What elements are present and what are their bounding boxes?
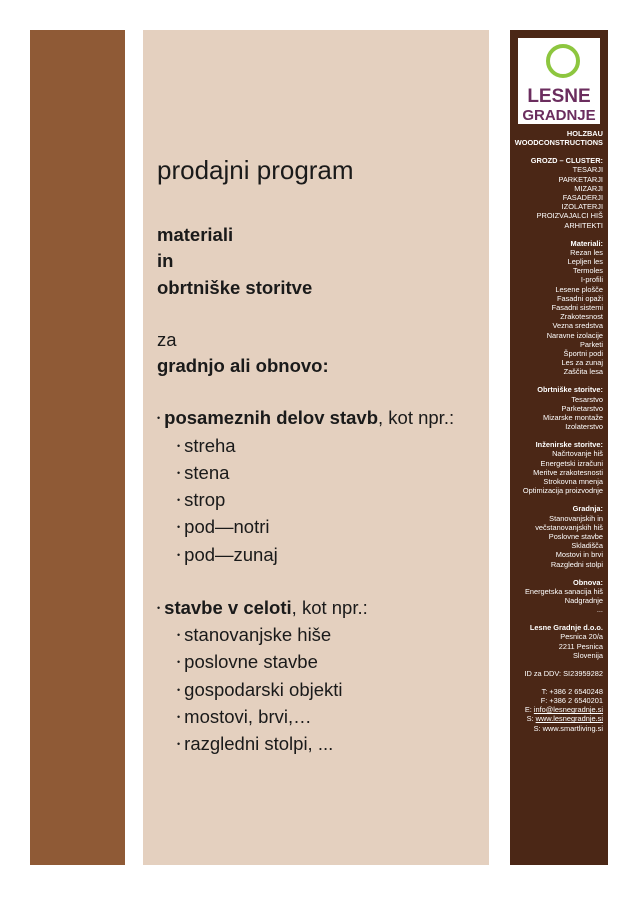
heading-materiali: materiali [157, 224, 234, 245]
sidebar-line: Obnova: [573, 577, 603, 587]
sidebar-line: Mostovi in brvi [555, 550, 603, 560]
contact-block: T: +386 2 6540248 F: +386 2 6540201 E: info@lesnegradnje.si S: www.lesnegradnje.si S: www.smartliving.si [524, 686, 603, 733]
sidebar-line: 2211 Pesnica [558, 641, 603, 651]
sidebar-line: I-profili [580, 275, 603, 285]
sidebar-line: Parketi [579, 339, 603, 349]
sidebar-block [508, 440, 603, 495]
sidebar-block [508, 129, 603, 147]
sidebar-line: Zrakotesnost [560, 312, 603, 322]
program-text [157, 222, 454, 758]
sidebar-block [508, 239, 603, 377]
sidebar-line: Parketarstvo [561, 403, 603, 413]
page-title: prodajni program [157, 155, 354, 185]
sidebar-line: Športni podi [563, 349, 603, 359]
sidebar-line: Obrtniške storitve: [537, 385, 603, 395]
sidebar-line: Tesarstvo [571, 394, 603, 404]
sidebar-line: Les za zunaj [561, 358, 603, 368]
sidebar-line: Strokovna mnenja [543, 477, 603, 487]
sidebar-line: ... [596, 605, 603, 615]
sidebar-line: Mizarske montaže [543, 413, 603, 423]
website-link[interactable]: www.lesnegradnje.si [535, 714, 603, 724]
sidebar-line: večstanovanjskih hiš [535, 522, 603, 532]
sidebar-line: Vezna sredstva [552, 321, 603, 331]
sidebar-line: Razgledni stolpi [550, 559, 603, 569]
sidebar-line: Optimizacija proizvodnje [522, 486, 603, 496]
sidebar-line: HOLZBAU [566, 129, 603, 138]
sidebar-line: FASADERJI [562, 193, 603, 203]
list-item: • mostovi, brvi,… [177, 705, 312, 727]
sidebar-line: GROZD – CLUSTER: [530, 156, 603, 166]
heading-in: in [157, 250, 174, 272]
company-logo [518, 38, 600, 124]
left-decor-bar [30, 30, 125, 865]
group2-heading: • stavbe v celoti, kot npr.: [157, 596, 368, 618]
sidebar-line: Poslovne stavbe [548, 531, 603, 541]
sidebar-line: ID za DDV: SI23959282 [524, 668, 603, 678]
sidebar-line: Naravne izolacije [546, 330, 603, 340]
sidebar-line: Lesne Gradnje d.o.o. [529, 623, 603, 633]
heading-gradnjo: gradnjo ali obnovo: [157, 355, 329, 377]
sidebar-line: Inženirske storitve: [535, 440, 603, 450]
sidebar-line: Lesene plošče [555, 284, 603, 294]
sidebar-line: MIZARJI [574, 183, 603, 193]
heading-storitve: obrtniške storitve [157, 276, 313, 298]
sidebar-line: Materiali: [570, 238, 603, 248]
sidebar-line: Zaščita lesa [563, 367, 603, 377]
sidebar-line: Rezan les [570, 247, 603, 257]
sidebar-line: Stanovanjskih in [549, 513, 603, 523]
logo-text-bottom: GRADNJE [522, 107, 596, 124]
sidebar-line: Pesnica 20/a [560, 632, 603, 642]
sidebar-line: Termoles [573, 266, 603, 276]
sidebar [510, 30, 608, 865]
list-item: • stena [177, 461, 230, 483]
sidebar-block [508, 578, 603, 615]
sidebar-line: Gradnja: [572, 504, 603, 514]
list-item: • poslovne stavbe [177, 651, 318, 673]
list-item: • stanovanjske hiše [177, 624, 332, 646]
sidebar-line: PROIZVAJALCI HIŠ [536, 211, 603, 221]
list-item: • pod—zunaj [177, 543, 278, 565]
sidebar-line: Nadgradnje [564, 595, 603, 605]
sidebar-line: Meritve zrakotesnosti [533, 467, 603, 477]
text-za: za [157, 328, 177, 350]
sidebar-line: Energetska sanacija hiš [524, 586, 603, 596]
sidebar-line: Fasadni opaži [556, 293, 603, 303]
sidebar-line: Energetski izračuni [540, 458, 603, 468]
sidebar-line: Načrtovanje hiš [552, 449, 603, 459]
sidebar-block [508, 156, 603, 230]
sidebar-block [508, 385, 603, 431]
sidebar-line: PARKETARJI [558, 174, 603, 184]
sidebar-block [508, 669, 603, 678]
sidebar-block [508, 623, 603, 660]
sidebar-line: Slovenija [573, 650, 603, 660]
sidebar-line: Fasadni sistemi [551, 303, 603, 313]
list-item: • strop [177, 489, 226, 511]
list-item: • pod—notri [177, 516, 270, 538]
sidebar-line: Lepljen les [567, 257, 603, 267]
list-item: • razgledni stolpi, ... [177, 733, 334, 755]
sidebar-line: WOODCONSTRUCTIONS [514, 138, 603, 148]
sidebar-line: Skladišča [571, 541, 603, 551]
group1-heading: • posameznih delov stavb, kot npr.: [157, 407, 455, 429]
list-item: • gospodarski objekti [177, 678, 343, 700]
list-item: • streha [177, 434, 236, 456]
sidebar-line: IZOLATERJI [561, 202, 603, 212]
sidebar-line: TESARJI [572, 165, 603, 175]
email-link[interactable]: info@lesnegradnje.si [533, 705, 603, 715]
sidebar-block [508, 504, 603, 568]
sidebar-line: ARHITEKTI [564, 220, 603, 230]
sidebar-line: Izolaterstvo [565, 422, 603, 432]
sidebar-info [508, 129, 603, 733]
logo-text-top: LESNE [527, 86, 591, 107]
